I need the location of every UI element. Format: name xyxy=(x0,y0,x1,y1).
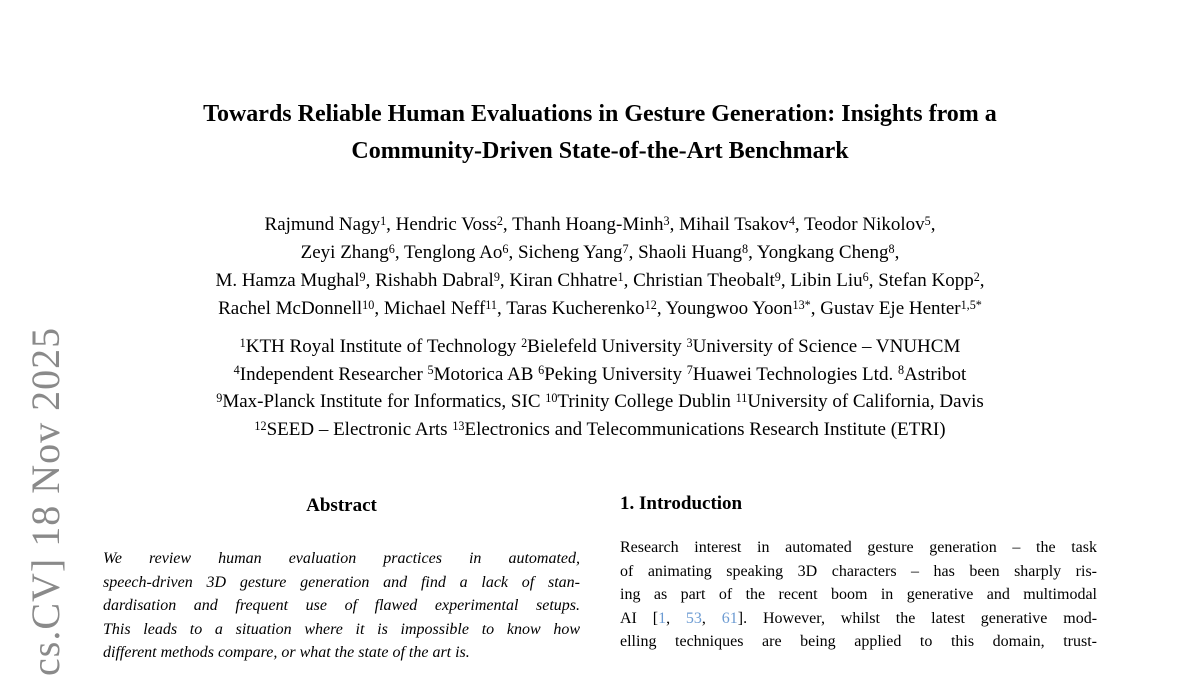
affiliation-line xyxy=(90,361,1110,389)
affiliation-name: University of California, Davis xyxy=(747,391,984,413)
author-affil-superscript: 3 xyxy=(663,213,670,228)
arxiv-watermark: cs.CV] 18 Nov 2025 xyxy=(23,326,68,676)
author-affil-superscript: 1,5* xyxy=(960,297,982,312)
citation-link[interactable]: 53 xyxy=(685,609,702,627)
text-line: different methods compare, or what the state of the art is. xyxy=(103,644,470,661)
author-line: Zeyi Zhang$^6$, Tenglong Ao$^6$, Sicheng Yang$^7$, Shaoli Huang$^8$, Yongkang Cheng$^8$, xyxy=(300,241,900,263)
author-affil-superscript: 9 xyxy=(774,269,781,284)
author-name: Kiran Chhatre$^1$ xyxy=(509,269,624,291)
author-affil-superscript: 9 xyxy=(493,269,500,284)
author-affil-superscript: 4 xyxy=(788,213,795,228)
text-line: elling techniques are being applied to this domain, trust- xyxy=(620,633,1097,650)
text-line: We review human evaluation practices in automated, xyxy=(103,550,580,567)
author-name: Yongkang Cheng$^8$ xyxy=(756,241,895,263)
author-line: M. Hamza Mughal$^9$, Rishabh Dabral$^9$, Kiran Chhatre$^1$, Christian Theobalt$^9$, Libin Liu$^6$, Stefan Kopp$^2$, xyxy=(215,269,985,291)
citation-link[interactable]: 61 xyxy=(721,609,738,627)
affiliation-line xyxy=(90,388,1110,416)
affiliation-name: Peking University xyxy=(544,363,682,385)
affiliation-line xyxy=(90,416,1110,444)
affiliation-name: Bielefeld University xyxy=(527,336,682,357)
abstract-text xyxy=(103,547,580,665)
affiliation-superscript: 1 xyxy=(239,335,246,350)
paper-title-line1: Towards Reliable Human Evaluations in Gesture Generation: Insights from a xyxy=(203,101,997,127)
author-name: Youngwoo Yoon$^{13*}$ xyxy=(665,297,811,319)
author-affil-superscript: 11 xyxy=(485,297,498,312)
affiliation-superscript: 6 xyxy=(538,363,545,378)
affiliation-name: University of Science – VNUHCM xyxy=(692,336,961,357)
affiliation-superscript: 3 xyxy=(686,335,693,350)
author-line: Rachel McDonnell$^{10}$, Michael Neff$^{11}$, Taras Kucherenko$^{12}$, Youngwoo Yoon$^{13*}$, Gustav Eje Henter$^{1,5*}$ xyxy=(218,297,982,319)
author-name: Gustav Eje Henter$^{1,5*}$ xyxy=(820,297,982,319)
author-affil-superscript: 13* xyxy=(792,297,811,312)
author-name: Rachel McDonnell$^{10}$ xyxy=(218,297,375,319)
author-affil-superscript: 6 xyxy=(862,269,869,284)
affiliation-name: Trinity College Dublin xyxy=(557,391,731,413)
author-affil-superscript: 2 xyxy=(973,269,980,284)
affiliation-superscript: 7 xyxy=(686,363,693,378)
author-affil-superscript: 12 xyxy=(644,297,657,312)
author-affil-superscript: 1 xyxy=(380,213,387,228)
introduction-heading: 1. Introduction xyxy=(620,493,743,514)
paper-title xyxy=(0,96,1200,170)
author-name: Hendric Voss$^2$ xyxy=(395,213,503,235)
affiliation-superscript: 4 xyxy=(233,363,240,378)
affiliation-superscript: 11 xyxy=(735,390,748,405)
author-name: Mihail Tsakov$^4$ xyxy=(679,213,795,235)
author-name: Rajmund Nagy$^1$ xyxy=(264,213,387,235)
text-line: Research interest in automated gesture generation – the task xyxy=(620,539,1097,556)
affiliation-name: Independent Researcher xyxy=(239,363,423,385)
author-affil-superscript: 10 xyxy=(362,297,375,312)
abstract-column xyxy=(103,488,580,665)
affiliation-superscript: 10 xyxy=(545,390,558,405)
citation-link[interactable]: 1 xyxy=(658,609,667,627)
affiliation-superscript: 13 xyxy=(452,418,465,433)
affiliation-name: Astribot xyxy=(904,363,967,385)
affiliation-superscript: 5 xyxy=(427,363,434,378)
affiliation-name: Huawei Technologies Ltd. xyxy=(692,363,894,385)
affiliation-superscript: 9 xyxy=(216,390,223,405)
affiliation-name: KTH Royal Institute of Technology xyxy=(245,336,517,357)
author-affil-superscript: 1 xyxy=(617,269,624,284)
affiliation-name: SEED – Electronic Arts xyxy=(266,419,448,441)
text-line: This leads to a situation where it is impossible to know how xyxy=(103,620,580,638)
author-affil-superscript: 8 xyxy=(742,241,749,256)
introduction-text xyxy=(620,536,1097,654)
author-affil-superscript: 8 xyxy=(888,241,895,256)
text-line: ing as part of the recent boom in generative and multimodal xyxy=(620,586,1097,603)
author-name: Michael Neff$^{11}$ xyxy=(383,297,498,319)
author-affil-superscript: 7 xyxy=(622,241,629,256)
author-name: Zeyi Zhang$^6$ xyxy=(300,241,395,263)
author-name: Stefan Kopp$^2$ xyxy=(878,269,980,291)
author-block xyxy=(100,211,1100,323)
affiliation-line xyxy=(90,333,1110,361)
author-name: Teodor Nikolov$^5$ xyxy=(804,213,931,235)
affiliation-superscript: 8 xyxy=(897,363,905,378)
text-line: dardisation and frequent use of flawed experimental setups. xyxy=(103,597,580,614)
author-name: Rishabh Dabral$^9$ xyxy=(375,269,500,291)
author-line: Rajmund Nagy$^1$, Hendric Voss$^2$, Thanh Hoang-Minh$^3$, Mihail Tsakov$^4$, Teodor Nikolov$^5$, xyxy=(264,213,936,235)
affiliation-name: Motorica AB xyxy=(433,363,534,385)
text-line: speech-driven 3D gesture generation and find a lack of stan- xyxy=(103,573,580,591)
affiliation-block xyxy=(90,333,1110,444)
introduction-column xyxy=(620,488,1097,654)
affiliation-name: Max-Planck Institute for Informatics, SIC xyxy=(222,391,541,413)
author-name: Tenglong Ao$^6$ xyxy=(403,241,509,263)
author-name: Sicheng Yang$^7$ xyxy=(517,241,629,263)
text-line: AI [1, 53, 61]. However, whilst the latest generative mod- xyxy=(620,609,1098,627)
text-line: of animating speaking 3D characters – has been sharply ris- xyxy=(620,562,1097,580)
two-column-body xyxy=(0,488,1200,661)
abstract-heading: Abstract xyxy=(306,495,377,516)
affiliation-superscript: 12 xyxy=(254,418,267,433)
author-name: M. Hamza Mughal$^9$ xyxy=(215,269,366,291)
author-name: Thanh Hoang-Minh$^3$ xyxy=(512,213,670,235)
author-affil-superscript: 9 xyxy=(359,269,366,284)
author-affil-superscript: 6 xyxy=(502,241,509,256)
author-affil-superscript: 6 xyxy=(388,241,395,256)
author-name: Taras Kucherenko$^{12}$ xyxy=(506,297,657,319)
author-name: Shaoli Huang$^8$ xyxy=(638,241,749,263)
author-affil-superscript: 5 xyxy=(924,213,931,228)
author-affil-superscript: 2 xyxy=(496,213,503,228)
affiliation-superscript: 2 xyxy=(521,335,528,350)
author-name: Christian Theobalt$^9$ xyxy=(633,269,781,291)
author-name: Libin Liu$^6$ xyxy=(790,269,869,291)
affiliation-name: Electronics and Telecommunications Research Institute (ETRI) xyxy=(464,419,946,441)
paper-title-line2: Community-Driven State-of-the-Art Benchmark xyxy=(351,138,849,164)
